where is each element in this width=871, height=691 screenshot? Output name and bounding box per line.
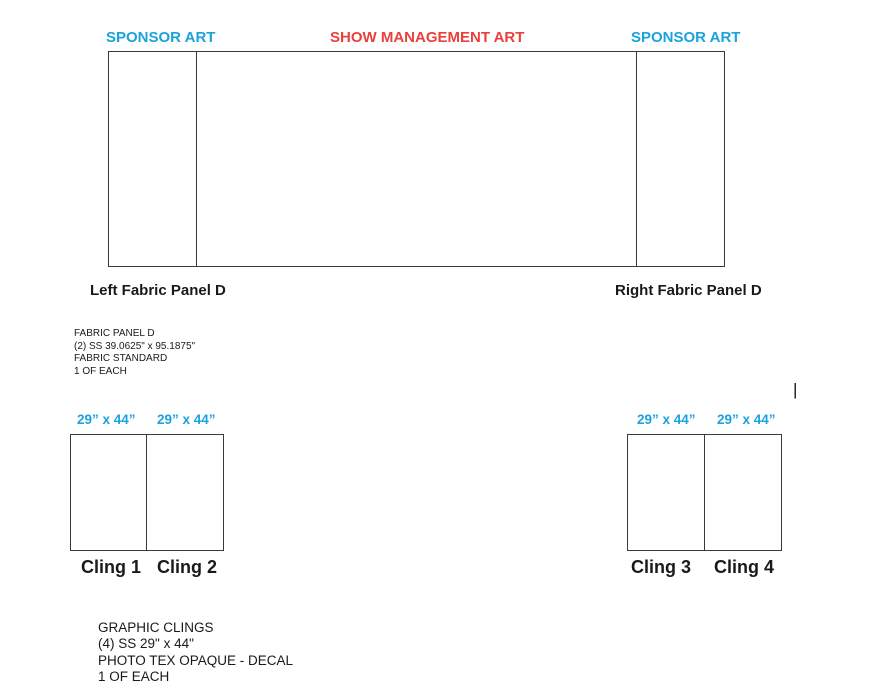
sponsor-art-right-label: SPONSOR ART xyxy=(631,29,741,46)
cling-3-label: Cling 3 xyxy=(631,557,692,577)
cling-1-label: Cling 1 xyxy=(81,557,142,577)
text-cursor: | xyxy=(793,380,798,399)
right-fabric-panel-label: Right Fabric Panel D xyxy=(615,282,762,299)
right-panel-divider xyxy=(636,51,637,267)
cling-2-dimension: 29” x 44” xyxy=(157,412,216,427)
spec-line: (2) SS 39.0625" x 95.1875" xyxy=(74,340,196,352)
show-management-art-label: SHOW MANAGEMENT ART xyxy=(330,29,525,46)
spec-line: 1 OF EACH xyxy=(98,668,170,684)
fabric-panel-spec xyxy=(74,328,195,378)
spec-line: PHOTO TEX OPAQUE - DECAL xyxy=(98,652,294,668)
spec-line: GRAPHIC CLINGS xyxy=(98,620,214,635)
cling-4-dimension: 29” x 44” xyxy=(717,412,776,427)
cling-3-dimension: 29” x 44” xyxy=(637,412,696,427)
cling-3-4-divider xyxy=(704,434,705,551)
spec-line: (4) SS 29" x 44" xyxy=(98,636,194,652)
graphic-clings-spec xyxy=(98,620,293,685)
cling-1-dimension: 29” x 44” xyxy=(77,412,136,427)
spec-line: FABRIC PANEL D xyxy=(74,328,155,339)
cling-1-2-outline xyxy=(70,434,224,551)
spec-line: FABRIC STANDARD xyxy=(74,353,168,364)
left-fabric-panel-label: Left Fabric Panel D xyxy=(90,282,226,299)
cling-1-2-divider xyxy=(146,434,147,551)
spec-line: 1 OF EACH xyxy=(74,365,127,377)
sponsor-art-left-label: SPONSOR ART xyxy=(106,29,216,46)
left-panel-divider xyxy=(196,51,197,267)
cling-2-label: Cling 2 xyxy=(157,557,218,577)
backdrop-panel-outline xyxy=(108,51,725,267)
cling-4-label: Cling 4 xyxy=(714,557,775,577)
